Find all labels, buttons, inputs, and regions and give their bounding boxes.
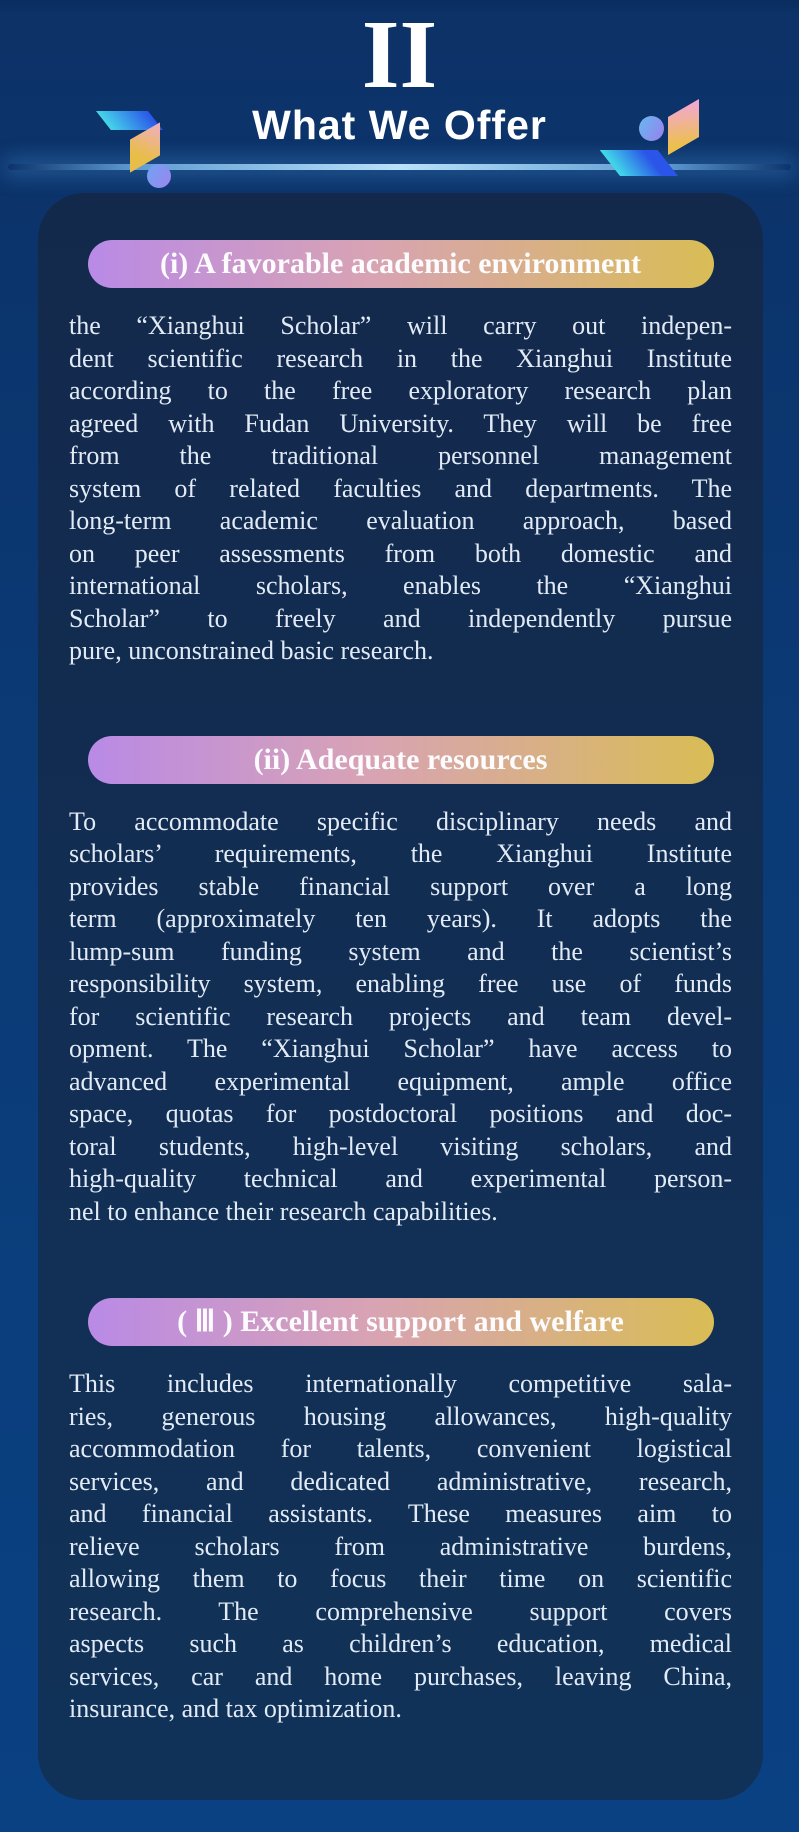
text-line: To accommodate specific disciplinary needs and xyxy=(69,806,732,836)
section-paragraph-support-welfare xyxy=(69,1368,732,1726)
glow-divider-line xyxy=(8,164,791,170)
text-line: from the traditional personnel management xyxy=(69,441,732,470)
text-line: research. The comprehensive support covers xyxy=(69,1596,732,1626)
text-line: scholars’ requirements, the Xianghui Institute xyxy=(69,839,732,868)
text-line: insurance, and tax optimization. xyxy=(69,1694,402,1723)
text-line: and financial assistants. These measures aim to xyxy=(69,1499,732,1528)
right-parallelogram-icon xyxy=(600,150,678,176)
text-line: high-quality technical and experimental person- xyxy=(69,1164,732,1193)
text-line: international scholars, enables the “Xianghui xyxy=(69,571,732,600)
text-line: agreed with Fudan University. They will be free xyxy=(69,408,732,438)
text-line: accommodation for talents, convenient logistical xyxy=(69,1434,732,1463)
text-line: Scholar” to freely and independently pursue xyxy=(69,603,732,633)
text-line: dent scientific research in the Xianghui Institute xyxy=(69,343,732,373)
text-line: toral students, high-level visiting scholars, and xyxy=(69,1131,732,1161)
text-line: lump-sum funding system and the scientist’s xyxy=(69,936,732,966)
text-line: responsibility system, enabling free use of funds xyxy=(69,969,732,998)
text-line: provides stable financial support over a long xyxy=(69,871,732,901)
text-line: for scientific research projects and team devel- xyxy=(69,1001,732,1031)
text-line: space, quotas for postdoctoral positions and doc- xyxy=(69,1099,732,1128)
text-line: term (approximately ten years). It adopts the xyxy=(69,904,732,933)
section-paragraph-adequate-resources xyxy=(69,806,732,1229)
text-line: services, car and home purchases, leaving China, xyxy=(69,1661,732,1691)
text-line: on peer assessments from both domestic and xyxy=(69,538,732,568)
text-line: pure, unconstrained basic research. xyxy=(69,636,434,665)
text-line: system of related faculties and departments. The xyxy=(69,473,732,503)
left-dot-icon xyxy=(147,164,171,188)
section-heading-pill-academic-environment: (i) A favorable academic environment xyxy=(88,240,714,288)
text-line: according to the free exploratory research plan xyxy=(69,376,732,405)
section-number: II xyxy=(361,1,438,108)
page-title: What We Offer xyxy=(252,102,547,148)
text-line: advanced experimental equipment, ample office xyxy=(69,1066,732,1096)
right-dot-icon xyxy=(639,116,664,141)
text-line: This includes internationally competitive sala- xyxy=(69,1369,732,1398)
content-card xyxy=(38,193,763,1800)
text-line: long-term academic evaluation approach, based xyxy=(69,506,732,535)
text-line: ries, generous housing allowances, high-quality xyxy=(69,1401,732,1431)
text-line: opment. The “Xianghui Scholar” have access to xyxy=(69,1034,732,1063)
text-line: the “Xianghui Scholar” will carry out indepen- xyxy=(69,311,732,340)
text-line: aspects such as children’s education, medical xyxy=(69,1629,732,1658)
text-line: allowing them to focus their time on scientific xyxy=(69,1564,732,1593)
text-line: services, and dedicated administrative, research, xyxy=(69,1466,732,1496)
text-line: nel to enhance their research capabilities. xyxy=(69,1196,498,1226)
section-paragraph-academic-environment xyxy=(69,310,732,668)
text-line: relieve scholars from administrative burdens, xyxy=(69,1531,732,1561)
section-heading-pill-adequate-resources: (ii) Adequate resources xyxy=(88,736,714,784)
section-heading-pill-support-welfare: ( Ⅲ ) Excellent support and welfare xyxy=(88,1298,714,1346)
